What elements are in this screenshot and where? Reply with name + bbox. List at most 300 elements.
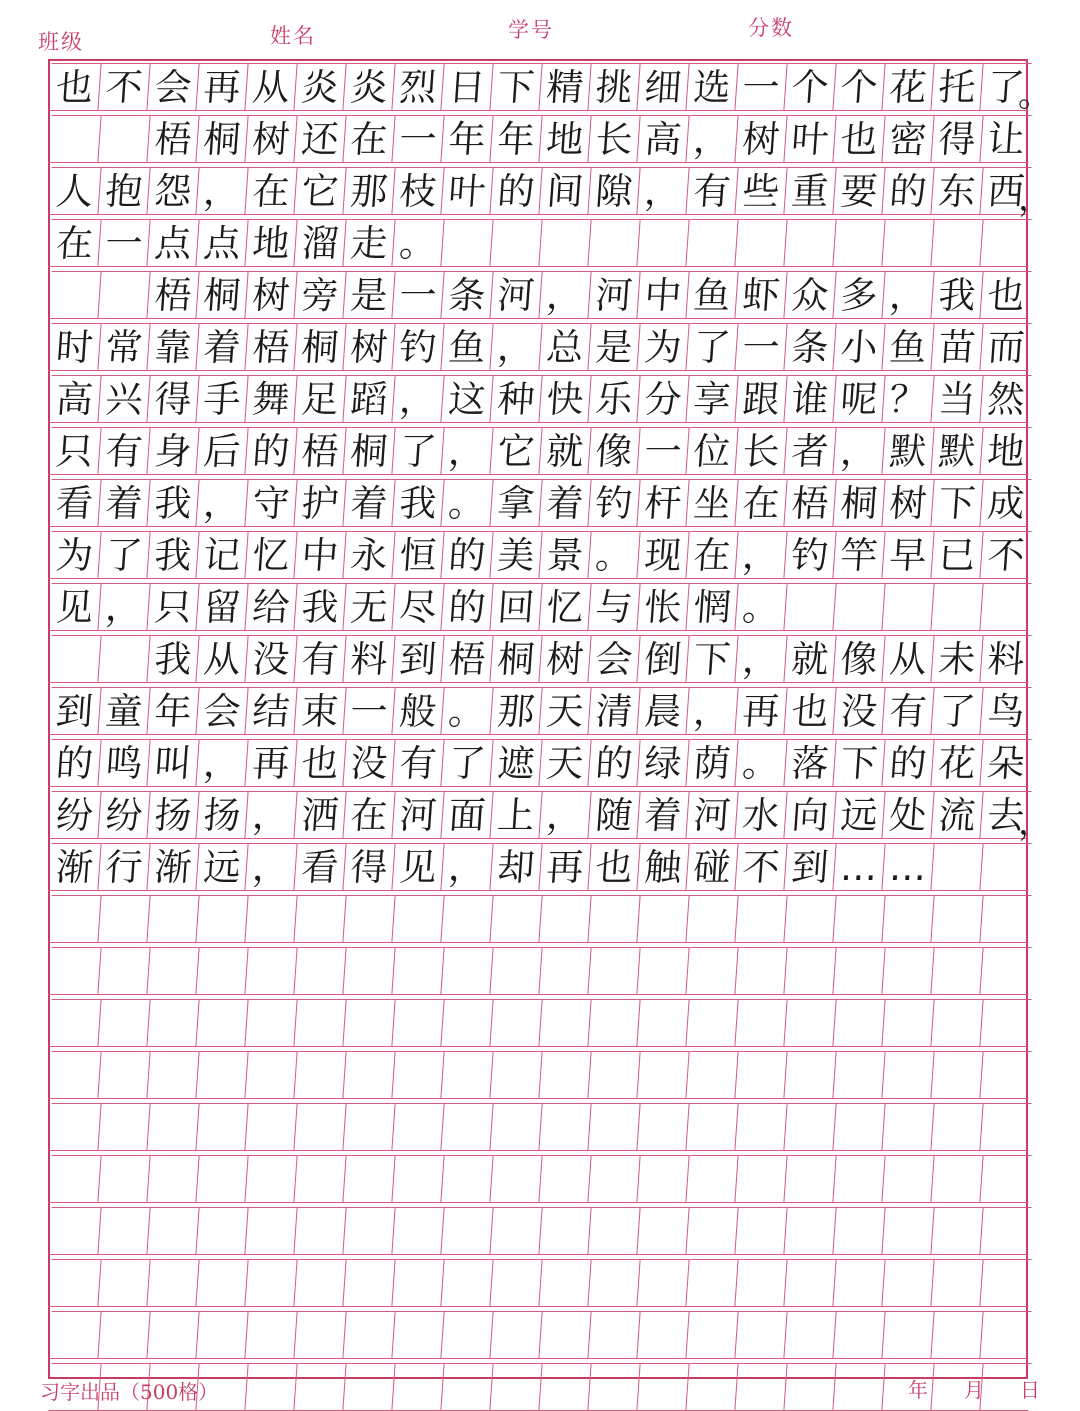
grid-cell (489, 1103, 541, 1151)
grid-cell (489, 219, 541, 267)
grid-cell (685, 1363, 737, 1411)
grid-cell: 地 (538, 115, 590, 163)
grid-cell (979, 583, 1031, 631)
grid-cell: 河 (489, 271, 541, 319)
grid-cell (685, 1311, 737, 1359)
grid-cell (734, 1207, 786, 1255)
grid-cell (587, 1051, 639, 1099)
grid-cell (832, 1207, 884, 1255)
grid-cell: 不 (734, 843, 786, 891)
grid-cell: 在 (342, 115, 394, 163)
grid-cell: 了 (97, 531, 149, 579)
grid-row (50, 1259, 1030, 1307)
grid-cell: 上 (489, 791, 541, 839)
grid-cell (734, 1155, 786, 1203)
grid-cell (97, 1155, 149, 1203)
grid-cell: 鱼 (440, 323, 492, 371)
grid-cell: 我 (146, 479, 198, 527)
grid-cell (783, 895, 835, 943)
grid-cell (538, 1259, 590, 1307)
grid-cell: ， (734, 635, 786, 683)
grid-cell (832, 1051, 884, 1099)
grid-cell: 梧 (244, 323, 296, 371)
grid-cell (97, 271, 149, 319)
grid-cell: 留 (195, 583, 247, 631)
grid-cell: 梧 (293, 427, 345, 475)
margin-punctuation: ， (1018, 803, 1052, 843)
grid-cell (587, 1363, 639, 1411)
grid-cell: 忆 (538, 583, 590, 631)
grid-cell: 钓 (783, 531, 835, 579)
grid-cell (636, 1363, 688, 1411)
grid-cell (685, 1207, 737, 1255)
grid-cell (97, 947, 149, 995)
grid-cell: 在 (734, 479, 786, 527)
grid-cell: ， (636, 167, 688, 215)
grid-cell: 花 (930, 739, 982, 787)
grid-cell: 渐 (48, 843, 100, 891)
grid-cell (685, 895, 737, 943)
grid-cell: 它 (293, 167, 345, 215)
grid-cell: 中 (293, 531, 345, 579)
grid-row (50, 479, 1030, 527)
grid-cell (734, 1103, 786, 1151)
grid-cell: 兴 (97, 375, 149, 423)
grid-cell: 下 (930, 479, 982, 527)
grid-cell (783, 1103, 835, 1151)
grid-row (50, 1155, 1030, 1203)
grid-cell (636, 1259, 688, 1307)
grid-cell (881, 1207, 933, 1255)
grid-cell (146, 1051, 198, 1099)
grid-row (50, 739, 1030, 787)
grid-cell: ， (734, 531, 786, 579)
grid-cell (293, 1363, 345, 1411)
grid-cell (832, 895, 884, 943)
grid-cell (97, 635, 149, 683)
grid-cell: 跟 (734, 375, 786, 423)
student-id-label: 学号 (508, 18, 554, 42)
grid-cell: 众 (783, 271, 835, 319)
grid-cell (146, 895, 198, 943)
grid-cell: 行 (97, 843, 149, 891)
grid-cell: 桐 (832, 479, 884, 527)
grid-cell: 我 (391, 479, 443, 527)
grid-cell: 荫 (685, 739, 737, 787)
grid-cell: 日 (440, 63, 492, 111)
grid-cell: 也 (979, 271, 1031, 319)
grid-cell (391, 895, 443, 943)
grid-cell (587, 1311, 639, 1359)
grid-cell: 享 (685, 375, 737, 423)
grid-cell: 苗 (930, 323, 982, 371)
grid-cell (783, 1051, 835, 1099)
grid-cell (783, 583, 835, 631)
grid-cell: 总 (538, 323, 590, 371)
grid-cell: 碰 (685, 843, 737, 891)
grid-cell: 手 (195, 375, 247, 423)
grid-cell: 树 (881, 479, 933, 527)
grid-cell: 不 (979, 531, 1031, 579)
grid-cell: ， (489, 323, 541, 371)
day-label: 日 (1020, 1378, 1040, 1402)
grid-cell (881, 999, 933, 1047)
grid-cell: 就 (538, 427, 590, 475)
grid-cell: 个 (832, 63, 884, 111)
grid-row (50, 791, 1052, 843)
grid-cell: 的 (244, 427, 296, 475)
grid-cell (391, 947, 443, 995)
grid-row (50, 583, 1030, 631)
grid-cell (391, 1207, 443, 1255)
grid-row (50, 1311, 1030, 1359)
grid-cell: 鱼 (685, 271, 737, 319)
grid-cell (293, 999, 345, 1047)
grid-cell (979, 1207, 1031, 1255)
score-label: 分数 (748, 16, 794, 40)
grid-cell: 童 (97, 687, 149, 735)
grid-cell: 一 (391, 115, 443, 163)
grid-cell: 见 (48, 583, 100, 631)
grid-cell: 。 (734, 583, 786, 631)
grid-cell (342, 999, 394, 1047)
grid-cell (97, 115, 149, 163)
grid-cell (391, 1051, 443, 1099)
grid-cell: 记 (195, 531, 247, 579)
grid-cell: 料 (342, 635, 394, 683)
grid-cell: 河 (587, 271, 639, 319)
grid-cell (930, 219, 982, 267)
grid-cell: 再 (244, 739, 296, 787)
grid-cell (832, 1259, 884, 1307)
grid-cell (636, 999, 688, 1047)
publisher-label: 习字出品（500格） (40, 1380, 219, 1404)
grid-cell: 多 (832, 271, 884, 319)
grid-cell (930, 1259, 982, 1307)
grid-cell: 再 (538, 843, 590, 891)
grid-cell (440, 1207, 492, 1255)
grid-cell: 者 (783, 427, 835, 475)
grid-cell: 下 (685, 635, 737, 683)
grid-cell (685, 1155, 737, 1203)
grid-cell: ， (195, 479, 247, 527)
grid-cell: 也 (293, 739, 345, 787)
grid-cell: ， (685, 115, 737, 163)
grid-cell (48, 999, 100, 1047)
grid-cell (636, 219, 688, 267)
month-label: 月 (964, 1378, 984, 1402)
grid-cell: ， (391, 375, 443, 423)
grid-cell: 我 (146, 531, 198, 579)
grid-cell: 下 (489, 63, 541, 111)
grid-cell (391, 1103, 443, 1151)
grid-cell: 了 (930, 687, 982, 735)
grid-cell: ， (881, 271, 933, 319)
grid-cell: 梧 (146, 115, 198, 163)
grid-cell (440, 1155, 492, 1203)
grid-cell: 回 (489, 583, 541, 631)
grid-cell: 竿 (832, 531, 884, 579)
grid-cell: 的 (881, 167, 933, 215)
grid-cell: 无 (342, 583, 394, 631)
grid-cell (587, 947, 639, 995)
worksheet-header (0, 0, 1080, 56)
grid-cell (195, 1207, 247, 1255)
grid-cell (538, 1207, 590, 1255)
writing-grid (48, 59, 1052, 1379)
grid-cell (342, 1259, 394, 1307)
grid-cell (783, 219, 835, 267)
grid-cell: 再 (195, 63, 247, 111)
grid-cell: 绿 (636, 739, 688, 787)
grid-cell: 烈 (391, 63, 443, 111)
grid-cell: 身 (146, 427, 198, 475)
grid-cell (244, 1103, 296, 1151)
grid-cell: 些 (734, 167, 786, 215)
grid-cell: 一 (734, 63, 786, 111)
margin-punctuation: 。 (1018, 75, 1052, 115)
grid-cell (293, 1311, 345, 1359)
grid-cell: 旁 (293, 271, 345, 319)
grid-cell (489, 999, 541, 1047)
grid-cell: 有 (293, 635, 345, 683)
grid-cell: … (881, 843, 933, 891)
grid-cell: 为 (48, 531, 100, 579)
grid-cell (440, 1259, 492, 1307)
grid-cell (244, 1207, 296, 1255)
grid-cell: 树 (342, 323, 394, 371)
grid-cell: 钓 (391, 323, 443, 371)
grid-cell: 年 (489, 115, 541, 163)
grid-cell (538, 1103, 590, 1151)
grid-cell (538, 219, 590, 267)
grid-cell: 却 (489, 843, 541, 891)
grid-cell (244, 1311, 296, 1359)
grid-cell (195, 1259, 247, 1307)
grid-cell: 谁 (783, 375, 835, 423)
grid-cell: 我 (146, 635, 198, 683)
grid-cell (48, 1051, 100, 1099)
grid-cell (244, 947, 296, 995)
grid-cell: ， (195, 739, 247, 787)
grid-cell: 料 (979, 635, 1031, 683)
grid-cell: 现 (636, 531, 688, 579)
grid-cell: 处 (881, 791, 933, 839)
grid-cell: 鸣 (97, 739, 149, 787)
grid-cell: 景 (538, 531, 590, 579)
grid-cell: 挑 (587, 63, 639, 111)
grid-cell (587, 219, 639, 267)
grid-cell: 也 (783, 687, 835, 735)
grid-cell (440, 1051, 492, 1099)
grid-cell: 靠 (146, 323, 198, 371)
grid-cell (930, 947, 982, 995)
grid-cell (881, 895, 933, 943)
grid-cell: 足 (293, 375, 345, 423)
grid-cell (195, 1103, 247, 1151)
grid-cell (685, 999, 737, 1047)
grid-cell (587, 999, 639, 1047)
grid-cell (244, 999, 296, 1047)
grid-cell: 后 (195, 427, 247, 475)
grid-cell: 不 (97, 63, 149, 111)
grid-cell: 炎 (293, 63, 345, 111)
class-label: 班级 (38, 30, 84, 54)
grid-cell (881, 1155, 933, 1203)
grid-cell (342, 1207, 394, 1255)
grid-cell: 没 (342, 739, 394, 787)
grid-cell (832, 583, 884, 631)
grid-cell (685, 947, 737, 995)
grid-cell: 的 (881, 739, 933, 787)
grid-row (50, 999, 1030, 1047)
grid-cell: 重 (783, 167, 835, 215)
grid-cell (783, 999, 835, 1047)
grid-row (50, 427, 1030, 475)
grid-cell: 抱 (97, 167, 149, 215)
grid-cell (930, 999, 982, 1047)
grid-row (50, 63, 1052, 115)
grid-cell: 舞 (244, 375, 296, 423)
grid-cell (538, 1155, 590, 1203)
grid-cell: 的 (587, 739, 639, 787)
grid-cell (881, 583, 933, 631)
grid-cell: 扬 (195, 791, 247, 839)
grid-cell: 高 (636, 115, 688, 163)
grid-cell: 已 (930, 531, 982, 579)
grid-cell: 鸟 (979, 687, 1031, 735)
grid-cell: 那 (342, 167, 394, 215)
grid-cell (489, 1363, 541, 1411)
grid-cell: 。 (587, 531, 639, 579)
grid-cell (48, 1207, 100, 1255)
grid-cell: 了 (440, 739, 492, 787)
grid-cell (979, 1051, 1031, 1099)
grid-cell (48, 895, 100, 943)
grid-cell (489, 1311, 541, 1359)
grid-cell (979, 1311, 1031, 1359)
margin-punctuation: ， (1018, 179, 1052, 219)
grid-cell: 清 (587, 687, 639, 735)
grid-cell (538, 1363, 590, 1411)
grid-cell: 再 (734, 687, 786, 735)
grid-cell (538, 895, 590, 943)
grid-cell (293, 895, 345, 943)
grid-cell: 树 (244, 271, 296, 319)
grid-cell: 河 (685, 791, 737, 839)
grid-cell (979, 895, 1031, 943)
grid-cell (783, 947, 835, 995)
grid-cell: 也 (587, 843, 639, 891)
grid-cell: 向 (783, 791, 835, 839)
grid-cell: 结 (244, 687, 296, 735)
grid-cell: 怨 (146, 167, 198, 215)
grid-cell (930, 1051, 982, 1099)
grid-cell: 忆 (244, 531, 296, 579)
grid-cell (97, 1051, 149, 1099)
grid-cell (97, 1103, 149, 1151)
grid-cell: 天 (538, 739, 590, 787)
grid-cell (783, 1363, 835, 1411)
grid-cell: 着 (538, 479, 590, 527)
grid-cell (685, 1051, 737, 1099)
grid-cell: 的 (440, 583, 492, 631)
grid-cell (342, 895, 394, 943)
grid-cell: 与 (587, 583, 639, 631)
grid-cell: 下 (832, 739, 884, 787)
grid-cell (783, 1259, 835, 1307)
grid-row (50, 167, 1052, 219)
grid-row (50, 1103, 1030, 1151)
grid-cell (734, 219, 786, 267)
grid-cell: ， (440, 427, 492, 475)
grid-cell: 惘 (685, 583, 737, 631)
grid-cell: 得 (146, 375, 198, 423)
grid-cell: 拿 (489, 479, 541, 527)
grid-cell: 然 (979, 375, 1031, 423)
grid-cell (587, 1103, 639, 1151)
grid-cell (97, 1311, 149, 1359)
grid-cell (293, 1155, 345, 1203)
grid-cell: 只 (146, 583, 198, 631)
grid-cell (587, 895, 639, 943)
grid-cell: 精 (538, 63, 590, 111)
grid-cell (48, 271, 100, 319)
grid-cell: 怅 (636, 583, 688, 631)
grid-cell (538, 1311, 590, 1359)
grid-cell: 种 (489, 375, 541, 423)
grid-cell: 护 (293, 479, 345, 527)
grid-cell: 个 (783, 63, 835, 111)
grid-cell: 花 (881, 63, 933, 111)
grid-row (50, 687, 1030, 735)
grid-row (50, 323, 1030, 371)
grid-cell: 分 (636, 375, 688, 423)
grid-cell (146, 1259, 198, 1307)
grid-cell: 洒 (293, 791, 345, 839)
grid-cell: 条 (440, 271, 492, 319)
grid-row (50, 1207, 1030, 1255)
grid-cell: 梧 (440, 635, 492, 683)
grid-cell: 它 (489, 427, 541, 475)
grid-row (50, 895, 1030, 943)
grid-cell: 般 (391, 687, 443, 735)
grid-row (50, 375, 1030, 423)
year-label: 年 (908, 1378, 928, 1402)
grid-cell: 着 (636, 791, 688, 839)
grid-cell (832, 219, 884, 267)
grid-cell: 梧 (783, 479, 835, 527)
grid-cell (489, 895, 541, 943)
grid-cell (979, 1259, 1031, 1307)
grid-cell: 纷 (48, 791, 100, 839)
grid-cell: 像 (832, 635, 884, 683)
grid-cell: 去 (979, 791, 1031, 839)
grid-cell (734, 1311, 786, 1359)
grid-cell (734, 895, 786, 943)
grid-row (50, 843, 1030, 891)
grid-cell (832, 999, 884, 1047)
grid-cell: 像 (587, 427, 639, 475)
grid-cell: 了 (979, 63, 1031, 111)
grid-cell: ？ (881, 375, 933, 423)
grid-cell (342, 1155, 394, 1203)
grid-cell (48, 947, 100, 995)
grid-cell (244, 1155, 296, 1203)
grid-cell: 会 (587, 635, 639, 683)
grid-cell (146, 1103, 198, 1151)
grid-cell: 河 (391, 791, 443, 839)
